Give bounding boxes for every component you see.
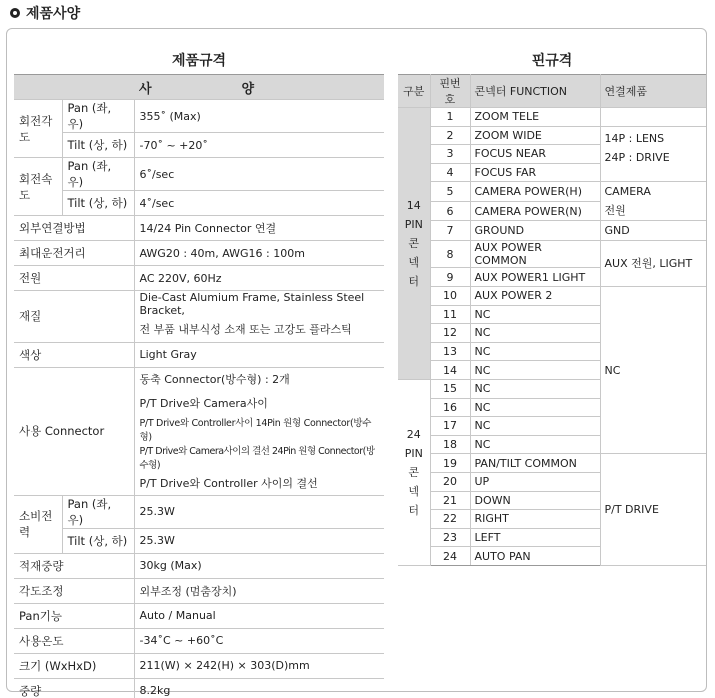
- color-value: Light Gray: [134, 342, 384, 367]
- pin-title: 핀규격: [531, 53, 573, 69]
- page-heading-text: 제품사양: [26, 6, 81, 22]
- max-distance-value: AWG20 : 40m, AWG16 : 100m: [134, 241, 384, 266]
- pin-header-group: 구분: [398, 75, 430, 108]
- pin-number: 11: [430, 305, 470, 324]
- linked-lens-drive-text: 14P : LENS 24P : DRIVE: [600, 126, 706, 182]
- pin-function: NC: [470, 398, 600, 417]
- pin-number: 14: [430, 361, 470, 380]
- load-weight-label: 적재중량: [14, 553, 134, 578]
- power-label: 전원: [14, 266, 134, 291]
- rotation-speed-pan-value: 6˚/sec: [134, 158, 384, 191]
- pin-number: 9: [430, 268, 470, 287]
- pin-function: NC: [470, 361, 600, 380]
- material-line-1: Die-Cast Alumium Frame, Stainless Steel Bracket,: [139, 291, 365, 317]
- pin-function: UP: [470, 472, 600, 491]
- pin-function: FOCUS FAR: [470, 163, 600, 182]
- angle-adjust-label: 각도조정: [14, 578, 134, 603]
- size-label: 크기 (WxHxD): [14, 653, 134, 678]
- pin-function: NC: [470, 379, 600, 398]
- pin-number: 13: [430, 342, 470, 361]
- pin-function: NC: [470, 324, 600, 343]
- linked-nc: NC: [600, 286, 706, 453]
- power-consumption-label: 소비전력: [14, 495, 62, 553]
- connector-line-5: P/T Drive와 Controller 사이의 결선: [134, 471, 384, 495]
- material-line-2: 전 부품 내부식성 소재 또는 고강도 플라스틱: [134, 317, 384, 342]
- pin-number: 21: [430, 491, 470, 510]
- pin-number: 4: [430, 163, 470, 182]
- pin-function: AUTO PAN: [470, 547, 600, 566]
- pin-function: RIGHT: [470, 510, 600, 529]
- pin-number: 8: [430, 241, 470, 268]
- rotation-angle-label: 회전각도: [14, 100, 62, 158]
- ext-connection-value: 14/24 Pin Connector 연결: [134, 216, 384, 241]
- pin-number: 10: [430, 286, 470, 305]
- pin-function: ZOOM TELE: [470, 108, 600, 127]
- rotation-speed-tilt-value: 4˚/sec: [134, 191, 384, 216]
- pin-number: 2: [430, 126, 470, 145]
- rotation-angle-pan-value: 355˚ (Max): [134, 100, 384, 133]
- linked-camera-power: CAMERA 전원: [600, 182, 706, 221]
- material-label: 재질: [14, 291, 134, 343]
- pin-header-number: 핀번호: [430, 75, 470, 108]
- connector-line-4: P/T Drive와 Camera사이의 결선 24Pin 원형 Connector(방수형): [139, 446, 375, 471]
- pin-number: 16: [430, 398, 470, 417]
- pin-number: 22: [430, 510, 470, 529]
- pin-table: [398, 74, 706, 566]
- group-14pin: 14 PIN 콘 넥 터: [398, 108, 430, 380]
- weight-label: 중량: [14, 678, 134, 698]
- pin-function: LEFT: [470, 528, 600, 547]
- angle-adjust-value: 외부조정 (멈춤장치): [134, 578, 384, 603]
- rotation-speed-pan-label: Pan (좌, 우): [62, 158, 134, 191]
- connector-line-2: P/T Drive와 Camera사이: [139, 397, 268, 410]
- pin-number: 18: [430, 435, 470, 454]
- pin-number: 17: [430, 417, 470, 436]
- color-label: 색상: [14, 342, 134, 367]
- connector-line-1: 동축 Connector(방수형) : 2개: [139, 373, 290, 387]
- weight-value: 8.2kg: [134, 678, 384, 698]
- pin-function: CAMERA POWER(H): [470, 182, 600, 202]
- pan-function-value: Auto / Manual: [134, 603, 384, 628]
- pin-function: NC: [470, 305, 600, 324]
- linked-lens-drive: [600, 108, 706, 127]
- ext-connection-label: 외부연결방법: [14, 216, 134, 241]
- pin-function: NC: [470, 417, 600, 436]
- page-heading: [10, 3, 80, 23]
- power-consumption-pan-label: Pan (좌, 우): [62, 495, 134, 528]
- spec-section: [14, 52, 384, 698]
- pin-function: AUX POWER COMMON: [470, 241, 600, 268]
- operating-temp-value: -34˚C ~ +60˚C: [134, 628, 384, 653]
- pin-number: 23: [430, 528, 470, 547]
- group-24pin: 24 PIN 콘 넥 터: [398, 379, 430, 565]
- pin-function: ZOOM WIDE: [470, 126, 600, 145]
- linked-aux: AUX 전원, LIGHT: [600, 241, 706, 287]
- spec-header: 사양: [14, 75, 384, 100]
- pin-function: GROUND: [470, 221, 600, 241]
- pin-function: CAMERA POWER(N): [470, 201, 600, 221]
- pin-number: 15: [430, 379, 470, 398]
- pan-function-label: Pan기능: [14, 603, 134, 628]
- load-weight-value: 30kg (Max): [134, 553, 384, 578]
- linked-gnd: GND: [600, 221, 706, 241]
- rotation-angle-tilt-label: Tilt (상, 하): [62, 133, 134, 158]
- rotation-angle-tilt-value: -70˚ ~ +20˚: [134, 133, 384, 158]
- pin-number: 3: [430, 145, 470, 164]
- power-value: AC 220V, 60Hz: [134, 266, 384, 291]
- spec-table: [14, 74, 384, 698]
- pin-function: AUX POWER 2: [470, 286, 600, 305]
- power-consumption-tilt-label: Tilt (상, 하): [62, 528, 134, 553]
- pin-number: 24: [430, 547, 470, 566]
- connector-line-3: P/T Drive와 Controller사이 14Pin 원형 Connector(방수형): [139, 418, 372, 443]
- pin-number: 19: [430, 454, 470, 473]
- pin-function: NC: [470, 435, 600, 454]
- bullet-icon: [10, 8, 20, 18]
- pin-number: 20: [430, 472, 470, 491]
- pin-function: FOCUS NEAR: [470, 145, 600, 164]
- rotation-speed-tilt-label: Tilt (상, 하): [62, 191, 134, 216]
- pin-number: 1: [430, 108, 470, 127]
- rotation-angle-pan-label: Pan (좌, 우): [62, 100, 134, 133]
- pin-number: 5: [430, 182, 470, 202]
- rotation-speed-label: 회전속도: [14, 158, 62, 216]
- pin-number: 12: [430, 324, 470, 343]
- pin-function: NC: [470, 342, 600, 361]
- spec-title: 제품규격: [171, 53, 227, 69]
- operating-temp-label: 사용온도: [14, 628, 134, 653]
- linked-pt-drive: P/T DRIVE: [600, 454, 706, 566]
- power-consumption-pan-value: 25.3W: [134, 495, 384, 528]
- pin-header-function: 콘넥터 FUNCTION: [470, 75, 600, 108]
- power-consumption-tilt-value: 25.3W: [134, 528, 384, 553]
- connector-label: 사용 Connector: [14, 367, 134, 495]
- pin-header-linked: 연결제품: [600, 75, 706, 108]
- pin-section: [398, 52, 706, 566]
- pin-function: AUX POWER1 LIGHT: [470, 268, 600, 287]
- pin-number: 7: [430, 221, 470, 241]
- pin-function: PAN/TILT COMMON: [470, 454, 600, 473]
- max-distance-label: 최대운전거리: [14, 241, 134, 266]
- size-value: 211(W) × 242(H) × 303(D)mm: [134, 653, 384, 678]
- pin-function: DOWN: [470, 491, 600, 510]
- pin-number: 6: [430, 201, 470, 221]
